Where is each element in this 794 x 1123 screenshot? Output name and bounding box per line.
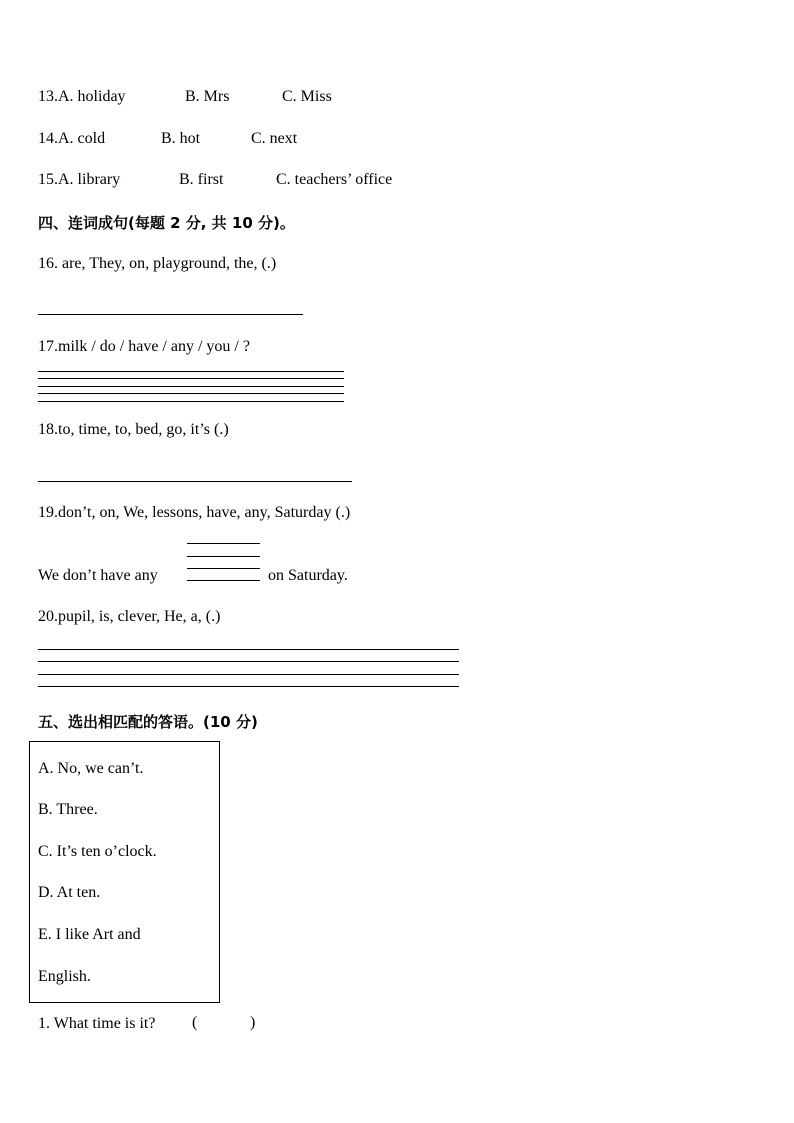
answer-line — [38, 481, 352, 482]
answer-line — [187, 568, 260, 569]
answer-line — [38, 674, 459, 675]
answer-line — [38, 401, 344, 402]
answer-line — [187, 543, 260, 544]
question-19: 19.don’t, on, We, lessons, have, any, Saturday (.) — [38, 504, 351, 521]
question-14 — [38, 130, 105, 148]
question-15 — [38, 171, 120, 189]
option-a: A. cold — [58, 130, 106, 147]
option-c: C. Miss — [282, 88, 332, 105]
answer-open-paren: ( — [192, 1014, 198, 1031]
option-a: A. holiday — [58, 88, 126, 105]
answer-line — [187, 556, 260, 557]
option-c: C. next — [251, 130, 298, 147]
question-20: 20.pupil, is, clever, He, a, (.) — [38, 608, 221, 625]
answer-line — [38, 371, 344, 372]
answer-line — [38, 661, 459, 662]
option-b: B. first — [179, 171, 224, 188]
question-16: 16. are, They, on, playground, the, (.) — [38, 255, 277, 272]
option-a: A. No, we can’t. — [38, 760, 144, 777]
sentence-suffix: on Saturday. — [268, 567, 348, 584]
answer-line — [38, 378, 344, 379]
option-a: A. library — [58, 171, 121, 188]
question-number: 15. — [38, 171, 58, 188]
answer-line — [38, 393, 344, 394]
option-b: B. hot — [161, 130, 201, 147]
option-e-continued: English. — [38, 968, 91, 985]
section-5-title: 五、选出相匹配的答语。(10 分) — [38, 713, 258, 731]
answer-line — [38, 386, 344, 387]
answer-line — [38, 314, 303, 315]
option-b: B. Three. — [38, 801, 98, 818]
match-question-1: 1. What time is it? — [38, 1015, 156, 1032]
options-box — [29, 741, 220, 1003]
option-c: C. teachers’ office — [276, 171, 393, 188]
option-e: E. I like Art and — [38, 926, 141, 943]
question-18: 18.to, time, to, bed, go, it’s (.) — [38, 421, 229, 438]
sentence-prefix: We don’t have any — [38, 567, 158, 584]
option-d: D. At ten. — [38, 884, 101, 901]
section-4-title: 四、连词成句(每题 2 分, 共 10 分)。 — [38, 214, 295, 232]
question-13 — [38, 88, 126, 106]
option-b: B. Mrs — [185, 88, 230, 105]
question-17: 17.milk / do / have / any / you / ? — [38, 338, 250, 355]
option-c: C. It’s ten o’clock. — [38, 843, 157, 860]
question-number: 14. — [38, 130, 58, 147]
answer-line — [187, 580, 260, 581]
answer-close-paren: ) — [250, 1014, 256, 1031]
answer-line — [38, 649, 459, 650]
answer-line — [38, 686, 459, 687]
question-number: 13. — [38, 88, 58, 105]
